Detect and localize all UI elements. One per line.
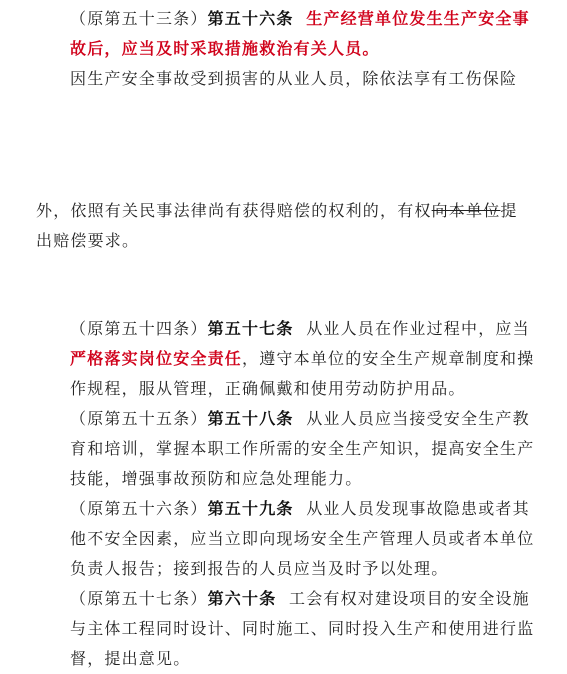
article-58-original-number: （原第五十五条）: [70, 409, 208, 428]
article-58-number: 第五十八条: [207, 409, 294, 428]
article-57-original-number: （原第五十四条）: [70, 319, 208, 338]
article-56-original-number: （原第五十三条）: [70, 9, 208, 28]
article-60-original-number: （原第五十七条）: [70, 589, 208, 608]
article-57-number: 第五十七条: [207, 319, 294, 338]
article-56-p2-line-2-text-b: 提: [500, 201, 518, 220]
article-57-text-b: ，遵守本单位的安全生产规章制度和操作规程，服从管理，正确佩戴和使用劳动防护用品。: [70, 349, 535, 398]
article-57-amended-text: 严格落实岗位安全责任: [70, 349, 243, 368]
article-56-p2-line-3-text: 出赔偿要求。: [36, 231, 140, 250]
article-56-paragraph-2-line-1: [36, 64, 536, 94]
article-57-paragraph: [36, 314, 536, 404]
article-60-paragraph: [36, 584, 536, 674]
article-59-text: 从业人员发现事故隐患或者其他不安全因素，应当立即向现场安全生产管理人员或者本单位负责人报告；接到报告的人员应当及时予以处理。: [70, 499, 535, 578]
article-59-number: 第五十九条: [207, 499, 294, 518]
article-59-paragraph: [36, 494, 536, 584]
article-57-text-a: 从业人员在作业过程中，应当: [306, 319, 530, 338]
article-60-number: 第六十条: [207, 589, 277, 608]
article-56-heading-paragraph: [36, 4, 536, 64]
article-56-p2-line-1-text: 因生产安全事故受到损害的从业人员，除依法享有工伤保险: [70, 69, 518, 88]
article-56-paragraph-2-continued: [36, 196, 536, 256]
article-60-text: 工会有权对建设项目的安全设施与主体工程同时设计、同时施工、同时投入生产和使用进行监督，提出意见。: [70, 589, 535, 668]
article-56-deleted-text: 向本单位: [431, 201, 501, 220]
article-59-original-number: （原第五十六条）: [70, 499, 208, 518]
article-56-number: 第五十六条: [207, 9, 294, 28]
article-56-p2-line-2-text-a: 外，依照有关民事法律尚有获得赔偿的权利的，有权: [36, 201, 432, 220]
article-56-amended-text: 生产经营单位发生生产安全事故后，应当及时采取措施救治有关人员。: [70, 9, 530, 58]
article-58-paragraph: [36, 404, 536, 494]
article-58-text: 从业人员应当接受安全生产教育和培训，掌握本职工作所需的安全生产知识，提高安全生产技能，增强事故预防和应急处理能力。: [70, 409, 535, 488]
